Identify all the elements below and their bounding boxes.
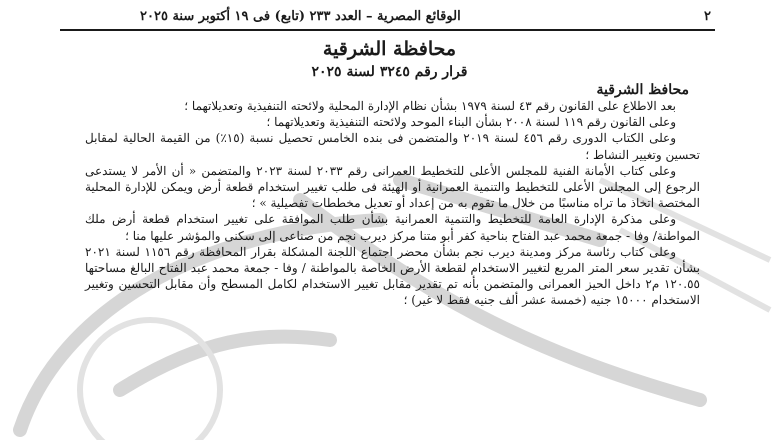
paragraph: وعلى الكتاب الدورى رقم ٤٥٦ لسنة ٢٠١٩ والمتضمن فى بنده الخامس تحصيل نسبة (١٥٪) من القيمة الحالية لمقابل تحسين وتغيير النشاط ؛ <box>85 131 700 162</box>
governorate-title: محافظة الشرقية <box>322 38 457 60</box>
paragraph: بعد الاطلاع على القانون رقم ٤٣ لسنة ١٩٧٩ بشأن نظام الإدارة المحلية ولائحته التنفيذية وتعديلاتهما ؛ <box>184 99 676 113</box>
gazette-issue-title: الوقائع المصرية – العدد ٢٣٣ (تابع) فى ١٩ أكتوبر سنة ٢٠٢٥ <box>140 9 461 24</box>
gazette-header <box>60 9 715 31</box>
paragraph: وعلى مذكرة الإدارة العامة للتخطيط والتنمية العمرانية بشأن طلب الموافقة على تغيير استخدام قطعة أرض ملك المواطنة/ وفا - جمعة محمد عبد الفتاح بناحية كفر أبو متنا مركز ديرب نجم من صناعى إلى سكنى والمؤشر عليها منا ؛ <box>85 212 700 243</box>
paragraph: وعلى كتاب رئاسة مركز ومدينة ديرب نجم بشأن محضر اجتماع اللجنة المشكلة بقرار المحافظة رقم ١١٥٦ لسنة ٢٠٢١ بشأن تقدير سعر المتر المربع لتغيير الاستخدام لقطعة الأرض الخاصة بالمواطنة / وفا - جمعة محمد عبد الفتاح البالغ مساحتها ١٢٠.٥٥ م٢ داخل الحيز العمرانى والمتضمن بأنه تم تقدير مقابل تغيير الاستخدام لكامل المسطح وأن مقابل التحسين وتغيير الاستخدام ١٥٠٠٠ جنيه (خمسة عشر ألف جنيه فقط لا غير) ؛ <box>85 244 700 308</box>
decree-body <box>85 98 700 309</box>
paragraph: وعلى القانون رقم ١١٩ لسنة ٢٠٠٨ بشأن البناء الموحد ولائحته التنفيذية وتعديلاتهما ؛ <box>266 115 676 130</box>
paragraph: وعلى كتاب الأمانة الفنية للمجلس الأعلى للتخطيط العمرانى رقم ٢٠٣٣ لسنة ٢٠٢٣ والمتضمن « أن الأمر لا يستدعى الرجوع إلى المجلس الأعلى للتخطيط والتنمية العمرانية أو الهيئة فى طلب تغيير استخدام قطعة أرض ويمكن للإدارة المحلية المختصة اتخاذ ما تراه مناسبًا من خلال ما تقوم به من إعداد أو تعديل مخططات تفصيلية » ؛ <box>85 163 700 211</box>
signer-title: محافظ الشرقية <box>596 82 689 98</box>
page-number: ٢ <box>704 9 711 24</box>
decree-title: قرار رقم ٣٢٤٥ لسنة ٢٠٢٥ <box>311 64 468 80</box>
